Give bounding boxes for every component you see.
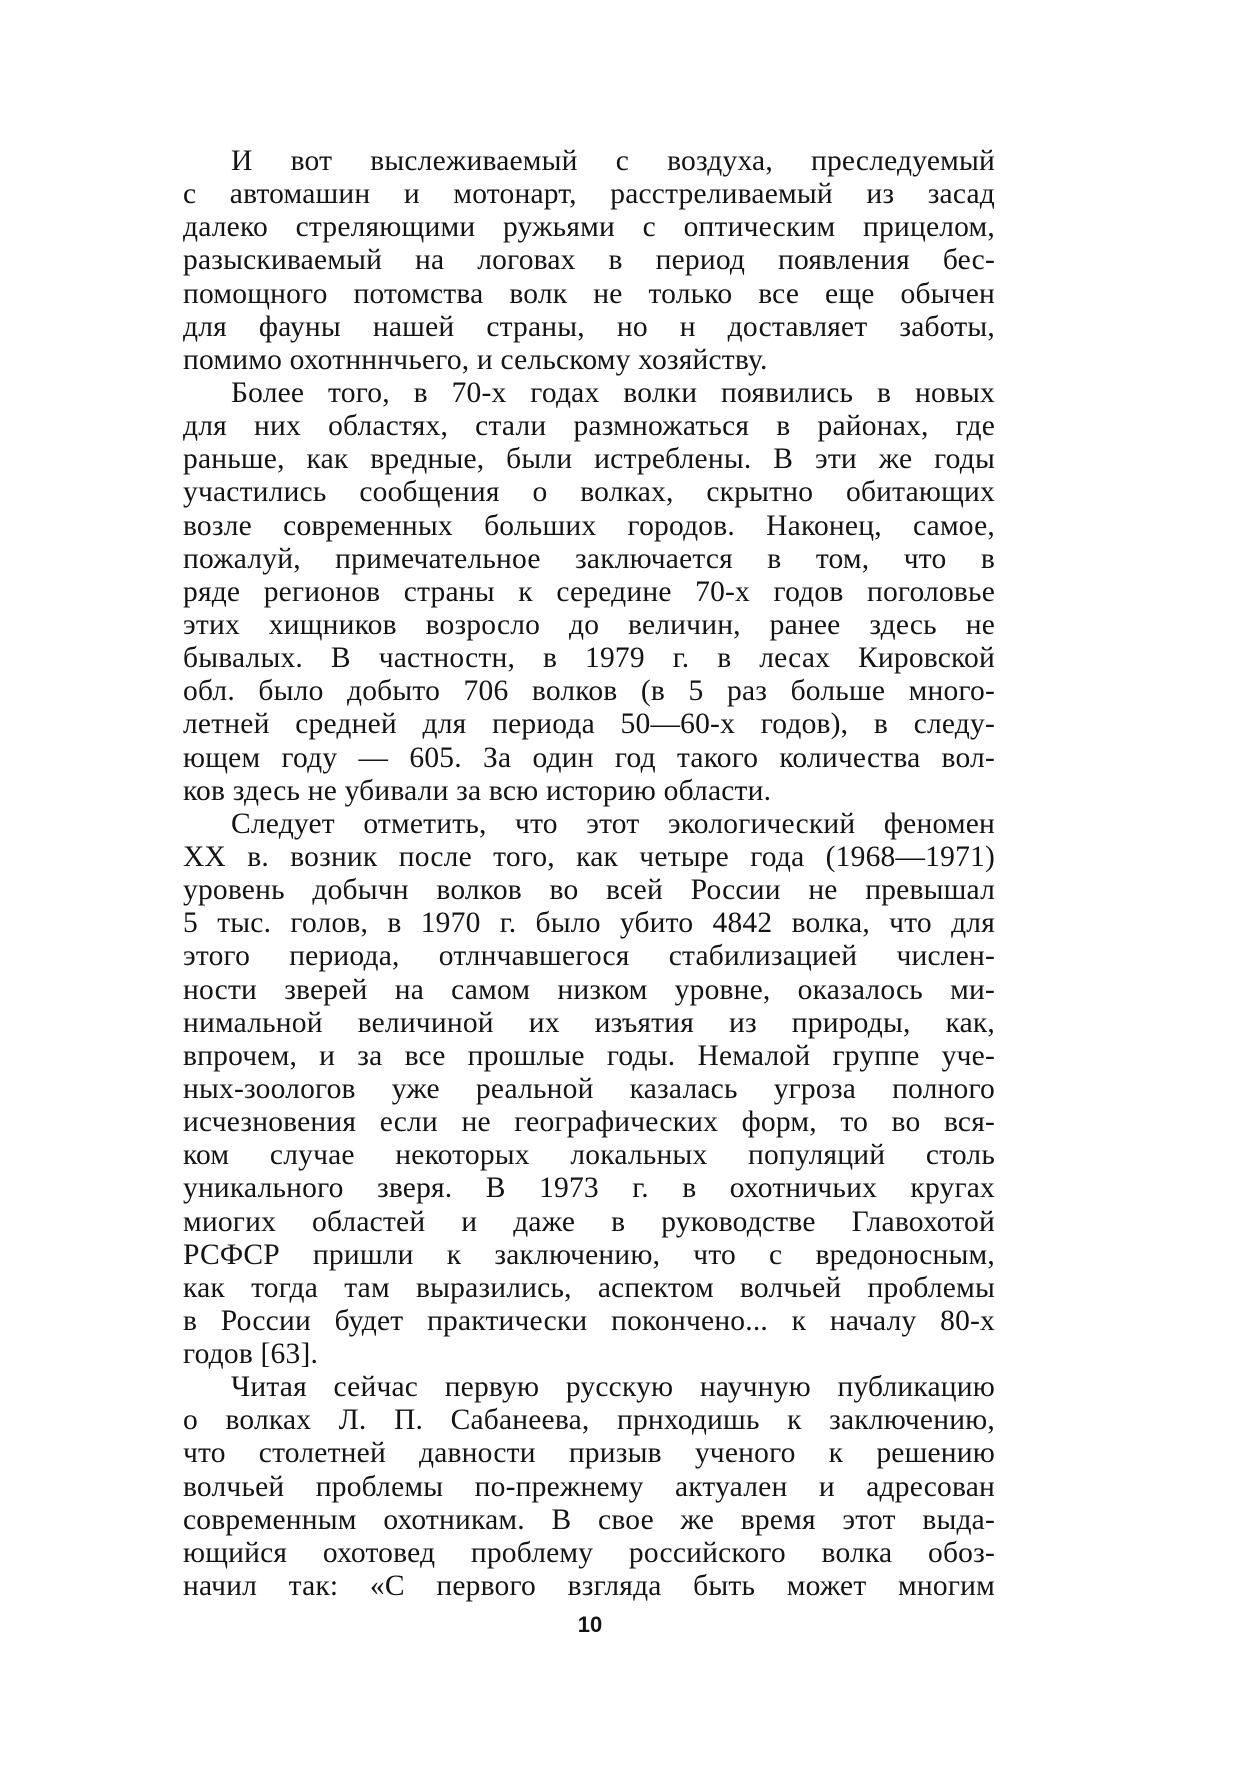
text-line: ющийся охотовед проблему российского волка обоз- [183, 1536, 995, 1569]
text-line: ных-зоологов уже реальной казалась угроза полного [183, 1072, 995, 1105]
text-line: волчьей проблемы по-прежнему актуален и адресован [183, 1470, 995, 1503]
text-line: начил так: «С первого взгляда быть может многим [183, 1570, 995, 1603]
text-line: РСФСР пришли к заключению, что с вредоносным, [183, 1238, 995, 1271]
text-line: как тогда там выразились, аспектом волчьей проблемы [183, 1271, 995, 1304]
text-line: возле современных больших городов. Наконец, самое, [183, 509, 995, 542]
page-number: 10 [577, 1612, 603, 1637]
paragraph [183, 1371, 995, 1603]
text-line: 5 тыс. голов, в 1970 г. было убито 4842 волка, что для [183, 907, 995, 940]
text-line: исчезновения если не географических форм, то во вся- [183, 1106, 995, 1139]
text-line: этих хищников возросло до величин, ранее здесь не [183, 608, 995, 641]
paragraph [183, 145, 995, 377]
text-line: помощного потомства волк не только все еще обычен [183, 277, 995, 310]
text-line: летней средней для периода 50—60-х годов), в следу- [183, 708, 995, 741]
text-line: пожалуй, примечательное заключается в том, что в [183, 542, 995, 575]
text-line: ющем году — 605. За один год такого количества вол- [183, 741, 995, 774]
text-line: разыскиваемый на логовах в период появления бес- [183, 244, 995, 277]
text-line: Читая сейчас первую русскую научную публикацию [231, 1371, 995, 1404]
text-line: миогих областей и даже в руководстве Главохотой [183, 1205, 995, 1238]
text-line: раньше, как вредные, были истреблены. В эти же годы [183, 443, 995, 476]
text-line: ков здесь не убивали за всю историю области. [183, 774, 772, 807]
text-line: современным охотникам. В свое же время этот выда- [183, 1503, 995, 1536]
text-line: уровень добычн волков во всей России не превышал [183, 874, 995, 907]
text-line: с автомашин и мотонарт, расстреливаемый из засад [183, 178, 995, 211]
text-line: участились сообщения о волках, скрытно обитающих [183, 476, 995, 509]
paragraph [183, 377, 995, 808]
text-line: ком случае некоторых локальных популяций столь [183, 1139, 995, 1172]
text-line: нимальной величиной их изъятия из природы, как, [183, 1006, 995, 1039]
text-line: ряде регионов страны к середине 70-х годов поголовье [183, 575, 995, 608]
text-line: впрочем, и за все прошлые годы. Немалой группе уче- [183, 1039, 995, 1072]
text-line: И вот выслеживаемый с воздуха, преследуемый [231, 145, 995, 177]
text-line: в России будет практически покончено... к началу 80-х [183, 1304, 995, 1337]
paragraph [183, 808, 995, 1371]
text-line: годов [63]. [183, 1338, 319, 1371]
text-line: для фауны нашей страны, но н доставляет заботы, [183, 310, 995, 343]
text-line: этого периода, отлнчавшегося стабилизацией числен- [183, 940, 995, 973]
text-line: XX в. возник после того, как четыре года (1968—1971) [183, 840, 995, 873]
text-line: помимо охотнннчьего, и сельскому хозяйству. [183, 343, 768, 376]
text-line: уникального зверя. В 1973 г. в охотничьих кругах [183, 1172, 995, 1205]
text-line: о волках Л. П. Сабанеева, прнходишь к заключению, [183, 1404, 995, 1437]
body-text [183, 145, 995, 1603]
text-line: что столетней давности призыв ученого к решению [183, 1437, 995, 1470]
text-line: для них областях, стали размножаться в районах, где [183, 410, 995, 443]
text-line: далеко стреляющими ружьями с оптическим прицелом, [183, 211, 995, 244]
text-line: бывалых. В частностн, в 1979 г. в лесах Кировской [183, 642, 995, 675]
text-line: обл. было добыто 706 волков (в 5 раз больше много- [183, 675, 995, 708]
text-line: Следует отметить, что этот экологический феномен [231, 807, 995, 840]
text-line: ности зверей на самом низком уровне, оказалось ми- [183, 973, 995, 1006]
text-line: Более того, в 70-х годах волки появились в новых [231, 376, 995, 409]
